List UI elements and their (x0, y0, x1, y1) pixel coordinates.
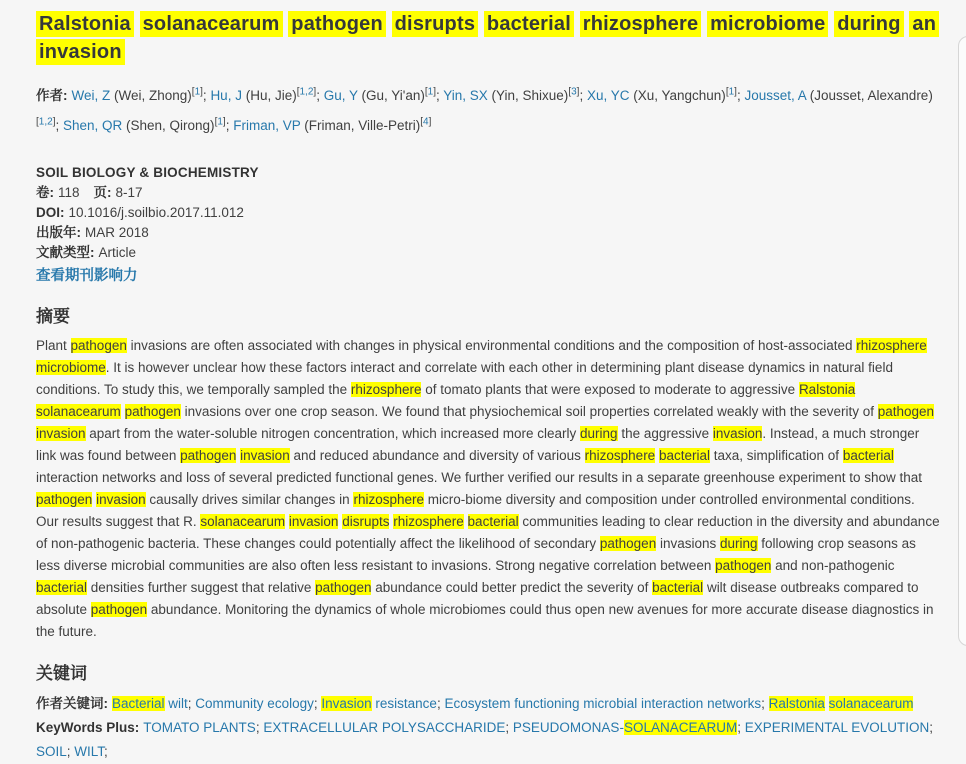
doi-label: DOI: (36, 205, 65, 220)
highlighted-term: pathogen (180, 448, 237, 463)
keyword-plus-link[interactable]: WILT (74, 744, 105, 759)
highlighted-term: solanacearum (36, 404, 121, 419)
pub-year-row (36, 223, 940, 243)
highlighted-term: Invasion (321, 696, 372, 711)
author-affiliation-sup: [3] (568, 86, 580, 97)
author-keyword-link[interactable] (769, 696, 914, 711)
journal-impact-link[interactable]: 查看期刊影响力 (36, 268, 138, 284)
keyword-plus-link[interactable]: SOIL (36, 744, 67, 759)
pub-year-value: MAR 2018 (85, 225, 149, 240)
highlighted-term: disrupts (342, 514, 390, 529)
highlighted-term: pathogen (715, 558, 772, 573)
author-keywords-list: Bacterial wilt; Community ecology; Invasion resistance; Ecosystem functioning microbial interaction networks; Ralstonia solanacearum (112, 696, 914, 711)
highlighted-term: bacterial (658, 448, 710, 463)
highlighted-term: rhizosphere (393, 514, 464, 529)
highlighted-term: pathogen (599, 536, 657, 551)
author-keywords-line (36, 692, 940, 716)
volume-label: 卷: (36, 185, 54, 200)
highlighted-term: bacterial (467, 514, 519, 529)
title-word: bacterial (484, 11, 574, 37)
highlighted-term: invasion (96, 492, 146, 507)
keywords-plus-line (36, 716, 940, 764)
title-word: microbiome (707, 11, 828, 37)
doi-value: 10.1016/j.soilbio.2017.11.012 (68, 205, 244, 220)
side-panel-edge (958, 36, 966, 646)
highlighted-term: solanacearum (828, 696, 914, 711)
highlighted-term: rhizosphere (353, 492, 424, 507)
author-affiliation-sup: [1,2] (296, 86, 317, 97)
title-word: Ralstonia (36, 11, 134, 37)
author-affiliation-sup: [1] (191, 86, 203, 97)
author-affiliation-sup: [1] (725, 86, 737, 97)
publication-info (36, 163, 940, 286)
author-affiliation-sup: [4] (420, 116, 432, 128)
highlighted-term: pathogen (36, 492, 93, 507)
author-link[interactable]: Hu, J (210, 87, 242, 103)
author-keyword-link[interactable]: Invasion resistance (321, 696, 437, 711)
keywords-plus-list: TOMATO PLANTS; EXTRACELLULAR POLYSACCHARIDE; PSEUDOMONAS-SOLANACEARUM; EXPERIMENTAL EVOLUTION; SOIL; WILT; (36, 720, 934, 759)
highlighted-term: invasion (240, 448, 290, 463)
author-keywords-label: 作者关键词: (36, 696, 108, 711)
highlighted-term: invasion (36, 426, 86, 441)
volume-value: 118 (58, 185, 80, 200)
author-link[interactable]: Shen, QR (62, 118, 123, 133)
author-keyword-link[interactable]: Community ecology (195, 696, 314, 711)
title-word: pathogen (288, 11, 386, 37)
title-word: rhizosphere (580, 11, 702, 37)
pages-value: 8-17 (115, 185, 143, 200)
author-affiliation-sup: [1] (214, 116, 226, 128)
author-affiliation-sup: [1,2] (36, 116, 56, 128)
highlighted-term: pathogen (70, 338, 127, 353)
highlighted-term: Ralstonia (798, 382, 856, 397)
keyword-plus-link[interactable]: EXTRACELLULAR POLYSACCHARIDE (263, 720, 506, 735)
highlighted-term: solanacearum (200, 514, 286, 529)
highlighted-term: rhizosphere (584, 448, 656, 463)
highlighted-term: bacterial (842, 448, 894, 463)
doc-type-label: 文献类型: (36, 245, 95, 260)
abstract-text: Plant pathogen invasions are often associated with changes in physical environmental conditions and the composition of host-associated rhizosphere microbiome. It is however unclear how these factors interact and correlate with each other in determining plant disease dynamics in natural field conditions. To study this, we temporally sampled the rhizosphere of tomato plants that were exposed to moderate to aggressive Ralstonia solanacearum pathogen invasions over one crop season. We found that physiochemical soil properties correlated weakly with the severity of pathogen invasion apart from the water-soluble nitrogen concentration, which increased more clearly during the aggressive invasion. Instead, a much stronger link was found between pathogen invasion and reduced abundance and diversity of various rhizosphere bacterial taxa, simplification of bacterial interaction networks and loss of several predicted functional genes. We further verified our results in a separate greenhouse experiment to show that pathogen invasion causally drives similar changes in rhizosphere micro-biome diversity and composition under controlled environmental conditions. Our results suggest that R. solanacearum invasion disrupts rhizosphere bacterial communities leading to clear reduction in the diversity and abundance of non-pathogenic bacteria. These changes could potentially affect the likelihood of secondary pathogen invasions during following crop seasons as less diverse microbial communities are also often less resistant to invasions. Strong negative correlation between pathogen and non-pathogenic bacterial densities further suggest that relative pathogen abundance could better predict the severity of bacterial wilt disease outbreaks compared to absolute pathogen abundance. Monitoring the dynamics of whole microbiomes could thus open new avenues for more accurate disease diagnostics in the future. (36, 338, 940, 639)
pages-label: 页: (93, 185, 112, 200)
highlighted-term: rhizosphere (350, 382, 422, 397)
title-word: an (909, 11, 939, 37)
highlighted-term: pathogen (124, 404, 181, 419)
keyword-plus-link[interactable]: PSEUDOMONAS-SOLANACEARUM (512, 720, 738, 735)
author-link[interactable]: Xu, YC (586, 87, 630, 103)
doc-type-row (36, 243, 940, 263)
authors-line (36, 78, 938, 139)
title-word: during (834, 11, 903, 37)
highlighted-term: during (720, 536, 758, 551)
highlighted-term: rhizosphere (856, 338, 927, 353)
author-link[interactable]: Yin, SX (443, 87, 488, 103)
author-link[interactable]: Wei, Z (71, 87, 111, 103)
title-word: invasion (36, 39, 125, 65)
highlighted-term: bacterial (36, 580, 88, 595)
author-keyword-link[interactable]: Ecosystem functioning microbial interaction networks (444, 696, 762, 711)
highlighted-term: pathogen (315, 580, 372, 595)
keywords-heading: 关键词 (36, 664, 87, 683)
highlighted-term: pathogen (90, 602, 148, 617)
journal-name: SOIL BIOLOGY & BIOCHEMISTRY (36, 165, 259, 180)
author-link[interactable]: Friman, VP (233, 118, 301, 133)
title-word: disrupts (392, 11, 479, 37)
highlighted-term: pathogen (877, 404, 935, 419)
author-keyword-link[interactable]: Bacterial wilt (112, 696, 188, 711)
pub-year-label: 出版年: (36, 225, 81, 240)
article-title (36, 10, 940, 66)
authors-list: Wei, Z (Wei, Zhong)[1]; Hu, J (Hu, Jie)[1,2]; Gu, Y (Gu, Yi'an)[1]; Yin, SX (Yin, Shixue)[3]; Xu, YC (Xu, Yangchun)[1]; Jousset, A (Jousset, Alexandre)[1,2]; Shen, QR (Shen, Qirong)[1]; Friman, VP (Friman, Ville-Petri)[4] (36, 86, 933, 133)
doc-type-value: Article (98, 245, 137, 260)
highlighted-term: microbiome (36, 360, 106, 375)
abstract-heading: 摘要 (36, 307, 70, 326)
doi-row (36, 203, 940, 223)
authors-label: 作者: (36, 87, 68, 103)
keywords-plus-label: KeyWords Plus: (36, 720, 140, 735)
highlighted-term: bacterial (652, 580, 704, 595)
highlighted-term: SOLANACEARUM (623, 720, 738, 735)
title-word: solanacearum (140, 11, 283, 37)
highlighted-term: Bacterial (112, 696, 165, 711)
highlighted-term: invasion (288, 514, 339, 529)
author-affiliation-sup: [1] (424, 86, 436, 97)
author-link[interactable]: Gu, Y (323, 87, 358, 103)
keyword-plus-link[interactable]: TOMATO PLANTS (143, 720, 256, 735)
highlighted-term: invasion (712, 426, 763, 441)
author-link[interactable]: Jousset, A (744, 87, 806, 103)
keyword-plus-link[interactable]: EXPERIMENTAL EVOLUTION (744, 720, 930, 735)
highlighted-term: Ralstonia (768, 696, 825, 711)
volume-pages-row (36, 183, 940, 203)
highlighted-term: during (580, 426, 618, 441)
